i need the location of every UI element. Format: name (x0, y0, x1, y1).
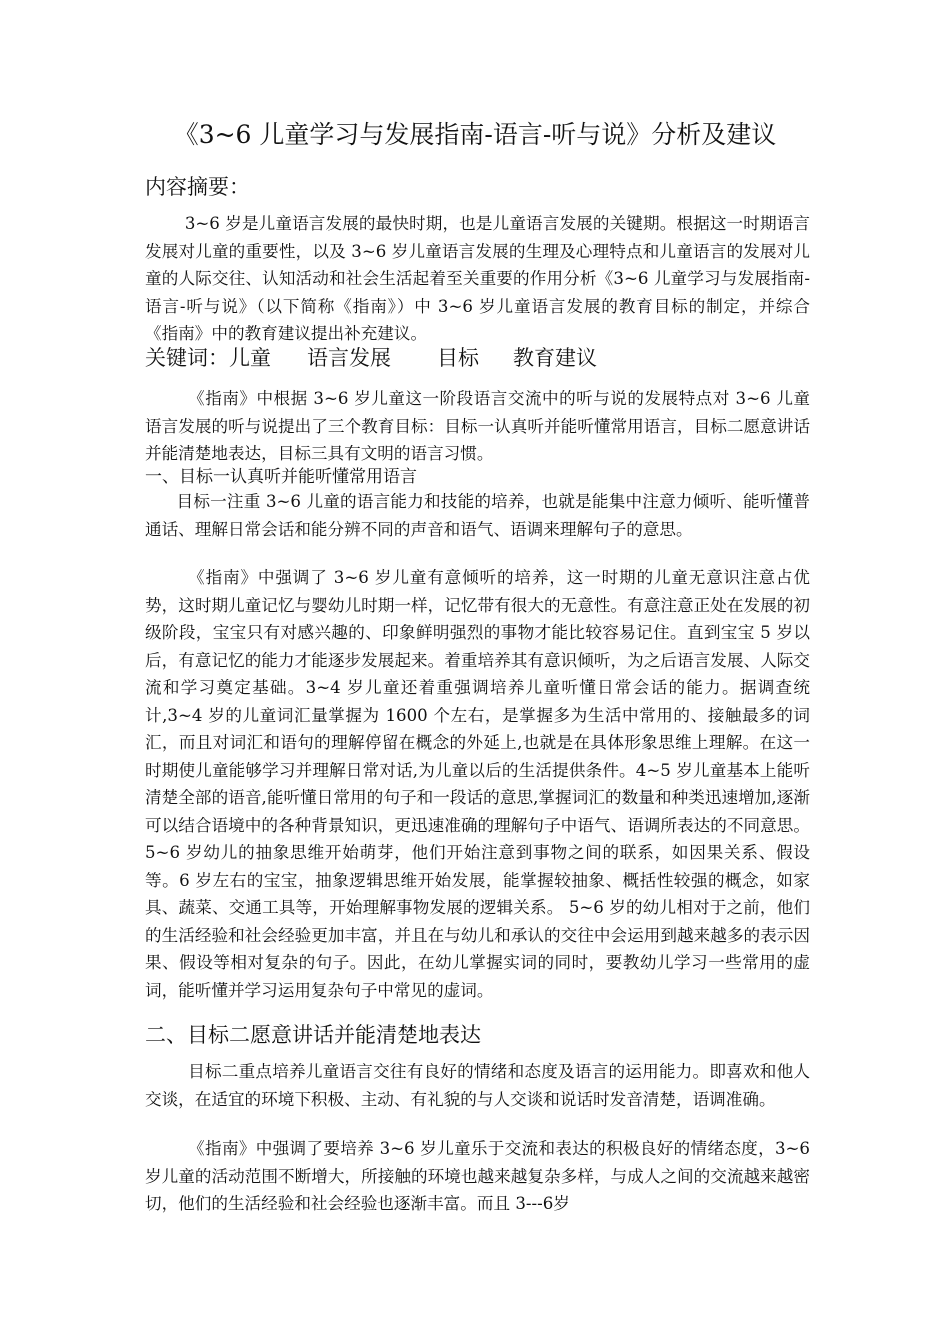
keyword-1: 儿童 (229, 346, 271, 370)
keyword-3: 目标 (437, 346, 479, 370)
abstract-text: 3~6 岁是儿童语言发展的最快时期，也是儿童语言发展的关键期。根据这一时期语言发展对儿童的重要性，以及 3~6 岁儿童语言发展的生理及心理特点和儿童语言的发展对儿童的人际交往、认知活动和社会生活起着至关重要的作用分析《3~6 儿童学习与发展指南-语言-听与说》（以下简称《指南》）中 3~6 岁儿童语言发展的教育目标的制定，并综合《指南》中的教育建议提出补充建议。 (145, 214, 810, 343)
keyword-4: 教育建议 (513, 346, 597, 370)
keywords-label: 关键词： (145, 346, 229, 370)
document-title: 《3~6 儿童学习与发展指南-语言-听与说》分析及建议 (173, 120, 777, 149)
keyword-2: 语言发展 (307, 346, 391, 370)
section1-paragraph-2: 《指南》中强调了 3~6 岁儿童有意倾听的培养，这一时期的儿童无意识注意占优势，这时期儿童记忆与婴幼儿时期一样，记忆带有很大的无意性。有意注意正处在发展的初级阶段，宝宝只有对感兴趣的、印象鲜明强烈的事物才能比较容易记住。直到宝宝 5 岁以后，有意记忆的能力才能逐步发展起来。着重培养其有意识倾听，为之后语言发展、人际交流和学习奠定基础。3~4 岁儿童还着重强调培养儿童听懂日常会话的能力。据调查统计,3~4 岁的儿童词汇量掌握为 1600 个左右，是掌握多为生活中常用的、接触最多的词汇，而且对词汇和语句的理解停留在概念的外延上,也就是在具体形象思维上理解。在这一时期使儿童能够学习并理解日常对话,为儿童以后的生活提供条件。4~5 岁儿童基本上能听清楚全部的语音,能听懂日常用的句子和一段话的意思,掌握词汇的数量和种类迅速增加,逐渐可以结合语境中的各种背景知识，更迅速准确的理解句子中语气、语调所表达的不同意思。5~6 岁幼儿的抽象思维开始萌芽，他们开始注意到事物之间的联系，如因果关系、假设等。6 岁左右的宝宝，抽象逻辑思维开始发展，能掌握较抽象、概括性较强的概念，如家具、蔬菜、交通工具等，开始理解事物发展的逻辑关系。 5~6 岁的幼儿相对于之前，他们的生活经验和社会经验更加丰富，并且在与幼儿和承认的交往中会运用到越来越多的表示因果、假设等相对复杂的句子。因此，在幼儿掌握实词的同时，要教幼儿学习一些常用的虚词，能听懂并学习运用复杂句子中常见的虚词。 (145, 568, 810, 1000)
keywords-line (145, 343, 597, 373)
section2-paragraph-2: 《指南》中强调了要培养 3~6 岁儿童乐于交流和表达的积极良好的情绪态度，3~6 岁儿童的活动范围不断增大，所接触的环境也越来越复杂多样，与成人之间的交流越来越密切，他们的生活经验和社会经验也逐渐丰富。而且 3---6岁 (145, 1139, 810, 1213)
section1-paragraph-1: 目标一注重 3~6 儿童的语言能力和技能的培养，也就是能集中注意力倾听、能听懂普通话、理解日常会话和能分辨不同的声音和语气、语调来理解句子的意思。 (145, 492, 810, 539)
intro-paragraph: 《指南》中根据 3~6 岁儿童这一阶段语言交流中的听与说的发展特点对 3~6 儿童语言发展的听与说提出了三个教育目标：目标一认真听并能听懂常用语言，目标二愿意讲话并能清楚地表达，目标三具有文明的语言习惯。 (145, 389, 810, 463)
abstract-heading: 内容摘要： (145, 175, 250, 199)
section2-paragraph-1: 目标二重点培养儿童语言交往有良好的情绪和态度及语言的运用能力。即喜欢和他人交谈，在适宜的环境下积极、主动、有礼貌的与人交谈和说话时发音清楚，语调准确。 (145, 1062, 810, 1109)
section1-heading: 一、目标一认真听并能听懂常用语言 (145, 467, 417, 487)
section2-heading: 二、目标二愿意讲话并能清楚地表达 (145, 1023, 481, 1047)
